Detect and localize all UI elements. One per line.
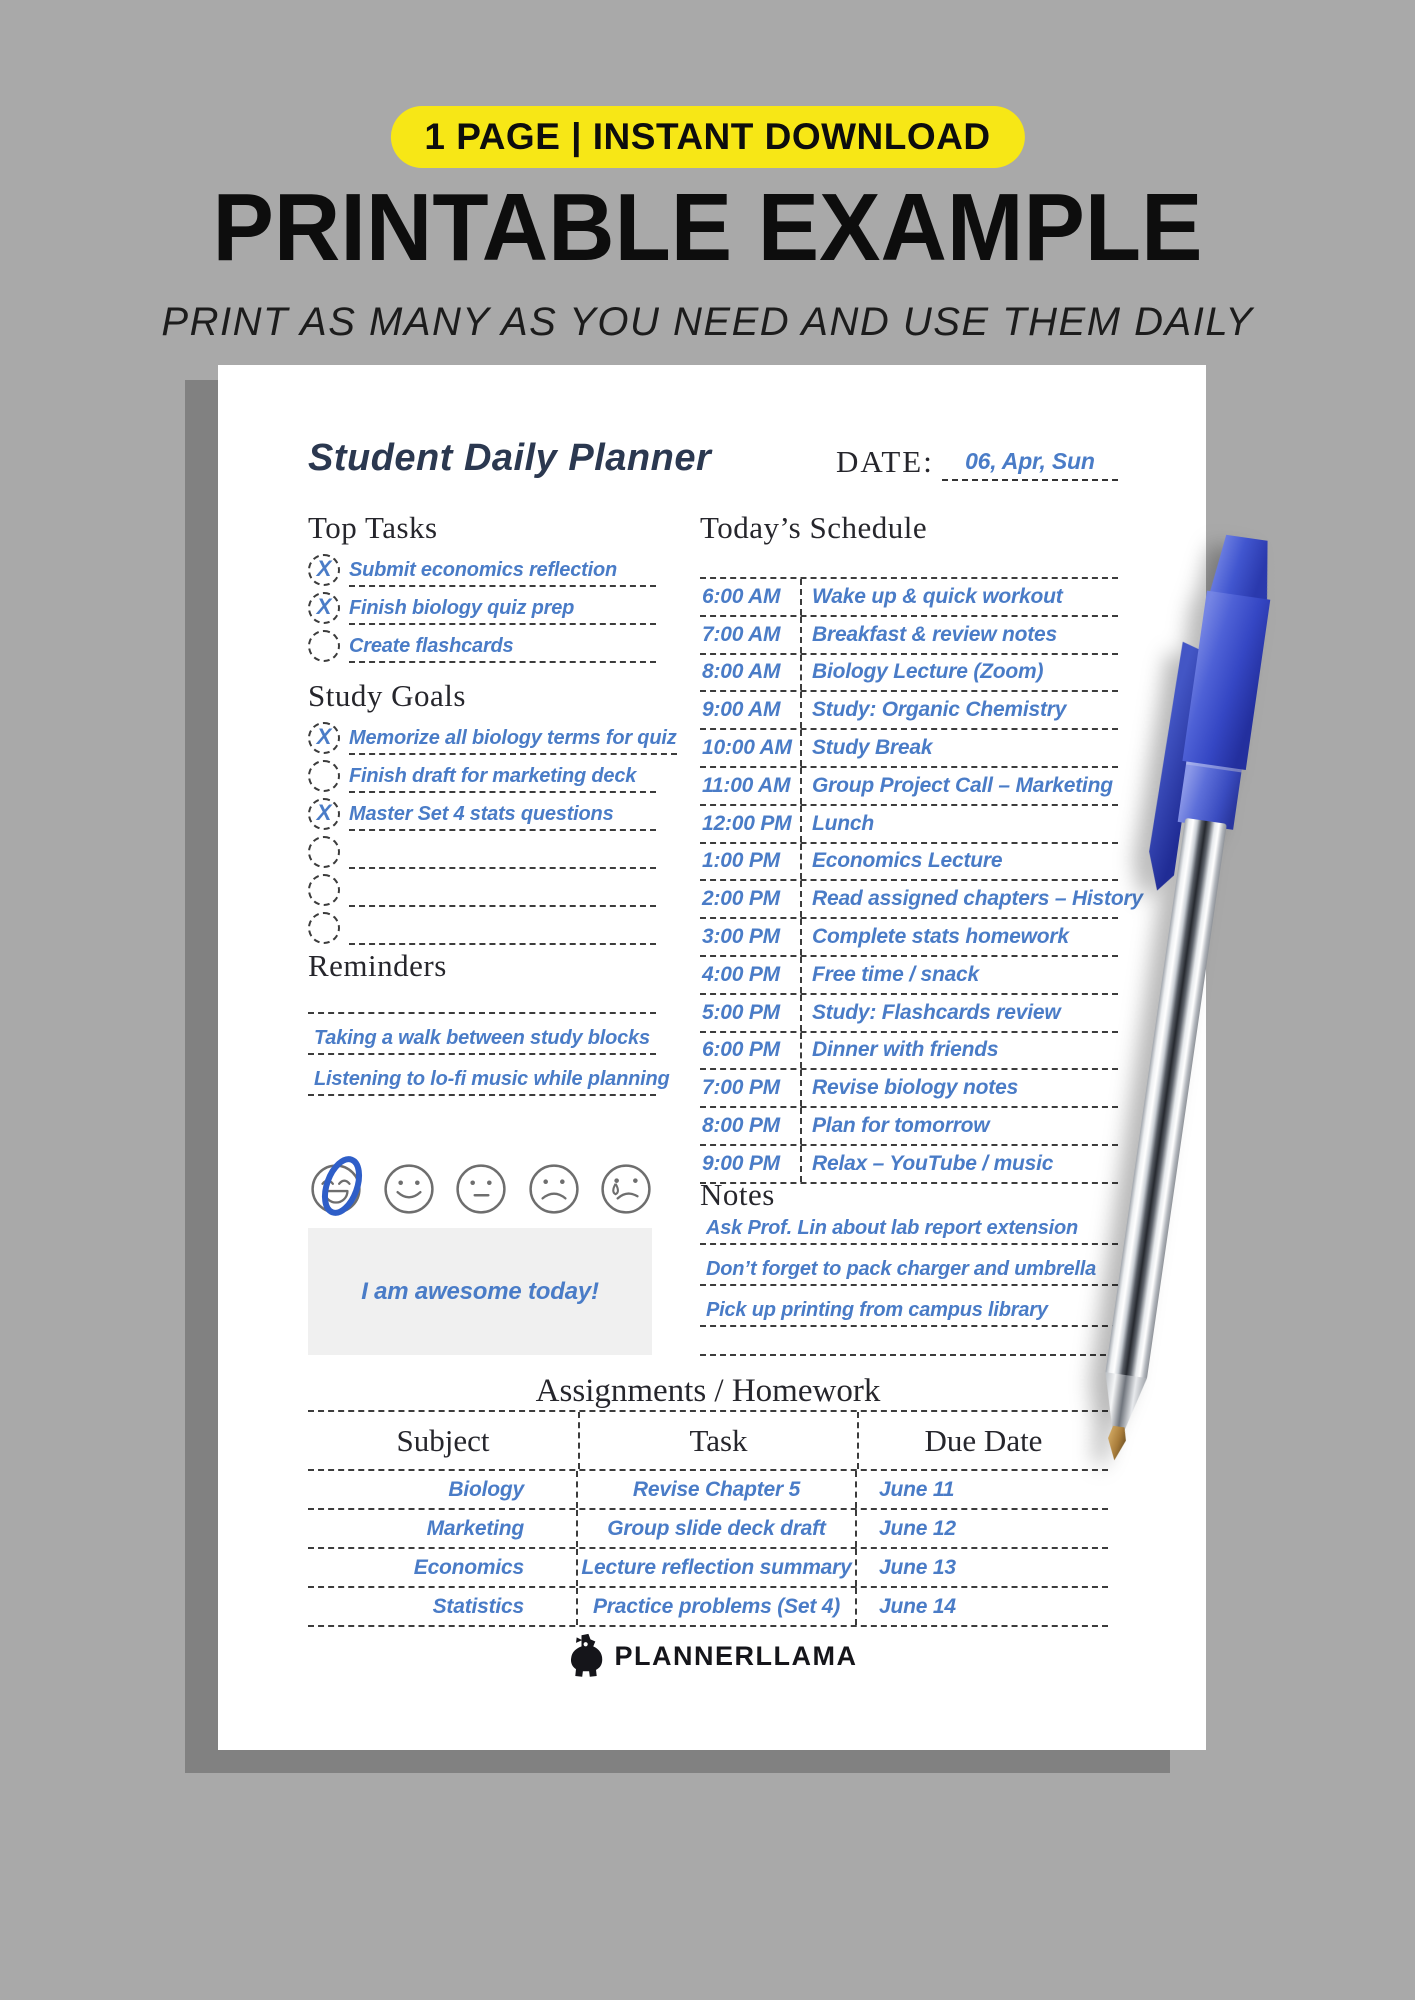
schedule-activity: Breakfast & review notes bbox=[812, 622, 1057, 646]
schedule-row bbox=[700, 1068, 1118, 1106]
goal-text: Master Set 4 stats questions bbox=[349, 803, 656, 831]
task-item bbox=[308, 625, 656, 663]
schedule-activity: Biology Lecture (Zoom) bbox=[812, 660, 1044, 684]
note-empty-line bbox=[700, 1315, 1126, 1356]
reminder-line: Listening to lo-fi music while planning bbox=[308, 1055, 656, 1096]
llama-logo-icon bbox=[567, 1633, 605, 1679]
schedule-activity: Complete stats homework bbox=[812, 925, 1069, 949]
schedule-activity: Study Break bbox=[812, 736, 933, 760]
assignment-row bbox=[308, 1549, 1108, 1588]
schedule-activity: Study: Organic Chemistry bbox=[812, 698, 1067, 722]
page-subtitle: PRINT AS MANY AS YOU NEED AND USE THEM DAILY bbox=[161, 300, 1254, 344]
schedule-row bbox=[700, 879, 1143, 917]
schedule-row bbox=[700, 615, 1118, 653]
schedule-time: 8:00 PM bbox=[700, 1108, 802, 1144]
check-x-mark: X bbox=[316, 724, 332, 749]
schedule-heading: Today’s Schedule bbox=[700, 510, 928, 545]
schedule-row bbox=[700, 653, 1118, 691]
note-line: Pick up printing from campus library bbox=[700, 1286, 1118, 1327]
mood-neutral-icon bbox=[455, 1163, 507, 1215]
planner-title: Student Daily Planner bbox=[308, 437, 712, 479]
goal-item bbox=[308, 869, 656, 907]
reminder-line bbox=[308, 973, 656, 1014]
schedule-activity: Plan for tomorrow bbox=[812, 1114, 990, 1138]
task-text: Submit economics reflection bbox=[349, 559, 656, 587]
schedule-row bbox=[700, 842, 1118, 880]
schedule-time: 6:00 AM bbox=[700, 579, 802, 615]
assignment-due-date: June 12 bbox=[879, 1516, 956, 1540]
pen-cap-top bbox=[1210, 534, 1276, 602]
schedule-row bbox=[700, 1031, 1118, 1069]
schedule-activity: Wake up & quick workout bbox=[812, 584, 1063, 608]
top-tasks-list bbox=[308, 549, 656, 663]
mood-selection-circle bbox=[316, 1153, 368, 1219]
goal-text bbox=[349, 940, 656, 945]
page-title: PRINTABLE EXAMPLE bbox=[212, 174, 1203, 282]
mood-crying-icon bbox=[600, 1163, 652, 1215]
goal-text: Finish draft for marketing deck bbox=[349, 765, 656, 793]
assignment-subject: Marketing bbox=[308, 1510, 578, 1547]
date-field bbox=[836, 435, 1118, 481]
column-header-subject: Subject bbox=[308, 1412, 580, 1469]
note-line: Ask Prof. Lin about lab report extension bbox=[700, 1204, 1118, 1245]
goal-item bbox=[308, 907, 656, 945]
schedule-activity: Lunch bbox=[812, 811, 874, 835]
task-text: Create flashcards bbox=[349, 635, 656, 663]
study-goals-heading: Study Goals bbox=[308, 678, 466, 713]
mood-smiling-icon bbox=[383, 1163, 435, 1215]
pen-tip bbox=[1105, 1425, 1128, 1461]
schedule-activity: Group Project Call – Marketing bbox=[812, 773, 1113, 797]
task-text: Finish biology quiz prep bbox=[349, 597, 656, 625]
schedule-row bbox=[700, 804, 1118, 842]
schedule-row bbox=[700, 955, 1118, 993]
schedule-time: 5:00 PM bbox=[700, 995, 802, 1031]
assignment-due-date: June 14 bbox=[879, 1594, 956, 1618]
goal-item bbox=[308, 831, 656, 869]
planner-sheet bbox=[218, 365, 1206, 1750]
instant-download-badge: 1 PAGE | INSTANT DOWNLOAD bbox=[390, 106, 1024, 168]
goal-item bbox=[308, 755, 656, 793]
notes-heading: Notes bbox=[700, 1177, 775, 1212]
reminders-lines bbox=[308, 973, 670, 1096]
note-line: Don’t forget to pack charger and umbrella bbox=[700, 1245, 1118, 1286]
top-tasks-heading: Top Tasks bbox=[308, 510, 438, 545]
check-x-mark: X bbox=[316, 594, 332, 619]
checkbox-circle bbox=[308, 722, 340, 754]
check-x-mark: X bbox=[316, 800, 332, 825]
schedule-row bbox=[700, 766, 1118, 804]
pen-cap bbox=[1182, 591, 1270, 770]
assignment-row bbox=[308, 1471, 1108, 1510]
schedule-activity: Relax – YouTube / music bbox=[812, 1151, 1054, 1175]
schedule-time: 11:00 AM bbox=[700, 768, 802, 804]
study-goals-list bbox=[308, 717, 677, 945]
schedule-time: 9:00 PM bbox=[700, 1146, 802, 1182]
schedule-activity: Study: Flashcards review bbox=[812, 1000, 1061, 1024]
schedule-activity: Dinner with friends bbox=[812, 1038, 999, 1062]
mood-tracker bbox=[310, 1163, 652, 1215]
schedule-row bbox=[700, 728, 1118, 766]
assignment-due-date: June 11 bbox=[879, 1477, 955, 1501]
assignment-subject: Biology bbox=[308, 1471, 578, 1508]
checkbox-circle bbox=[308, 554, 340, 586]
checkbox-circle bbox=[308, 760, 340, 792]
schedule-activity: Economics Lecture bbox=[812, 849, 1003, 873]
assignment-task: Revise Chapter 5 bbox=[578, 1471, 857, 1508]
assignment-task: Group slide deck draft bbox=[578, 1510, 857, 1547]
schedule-activity: Read assigned chapters – History bbox=[812, 887, 1143, 911]
notes-lines bbox=[700, 1204, 1118, 1327]
reminders-heading: Reminders bbox=[308, 948, 447, 983]
assignments-heading: Assignments / Homework bbox=[535, 1373, 881, 1409]
goal-text: Memorize all biology terms for quiz bbox=[349, 727, 677, 755]
schedule-time: 2:00 PM bbox=[700, 881, 802, 917]
date-line bbox=[942, 435, 1118, 481]
assignments-table bbox=[308, 1410, 1108, 1627]
mood-laughing-icon bbox=[310, 1163, 362, 1215]
assignment-due-date: June 13 bbox=[879, 1555, 956, 1579]
assignment-row bbox=[308, 1588, 1108, 1627]
reminder-line: Taking a walk between study blocks bbox=[308, 1014, 656, 1055]
schedule-row bbox=[700, 690, 1118, 728]
column-header-task: Task bbox=[580, 1412, 859, 1469]
pen-taper bbox=[1097, 1372, 1147, 1433]
checkbox-circle bbox=[308, 630, 340, 662]
date-label: DATE: bbox=[836, 444, 934, 479]
assignment-subject: Statistics bbox=[308, 1588, 578, 1625]
checkbox-circle bbox=[308, 592, 340, 624]
brand-footer bbox=[218, 1633, 1206, 1679]
checkbox-circle bbox=[308, 798, 340, 830]
schedule-table bbox=[700, 577, 1143, 1184]
task-item bbox=[308, 549, 656, 587]
goal-item bbox=[308, 793, 656, 831]
assignment-row bbox=[308, 1510, 1108, 1549]
assignments-header-row bbox=[308, 1412, 1108, 1471]
schedule-time: 8:00 AM bbox=[700, 655, 802, 691]
schedule-time: 1:00 PM bbox=[700, 844, 802, 880]
check-x-mark: X bbox=[316, 556, 332, 581]
affirmation-text: I am awesome today! bbox=[361, 1277, 599, 1305]
schedule-time: 4:00 PM bbox=[700, 957, 802, 993]
schedule-row bbox=[700, 577, 1118, 615]
mood-sad-icon bbox=[528, 1163, 580, 1215]
date-value: 06, Apr, Sun bbox=[965, 448, 1095, 474]
checkbox-circle bbox=[308, 836, 340, 868]
schedule-time: 10:00 AM bbox=[700, 730, 802, 766]
schedule-row bbox=[700, 1106, 1118, 1144]
schedule-time: 7:00 AM bbox=[700, 617, 802, 653]
assignment-task: Practice problems (Set 4) bbox=[578, 1588, 857, 1625]
task-item bbox=[308, 587, 656, 625]
assignment-task: Lecture reflection summary bbox=[578, 1549, 857, 1586]
checkbox-circle bbox=[308, 874, 340, 906]
schedule-time: 6:00 PM bbox=[700, 1033, 802, 1069]
schedule-time: 3:00 PM bbox=[700, 919, 802, 955]
goal-item bbox=[308, 717, 677, 755]
schedule-row bbox=[700, 917, 1118, 955]
goal-text bbox=[349, 864, 656, 869]
assignments-rows bbox=[308, 1471, 1108, 1627]
brand-name: PLANNERLLAMA bbox=[614, 1640, 858, 1671]
schedule-time: 7:00 PM bbox=[700, 1070, 802, 1106]
schedule-time: 9:00 AM bbox=[700, 692, 802, 728]
affirmation-box bbox=[308, 1228, 652, 1355]
schedule-time: 12:00 PM bbox=[700, 806, 802, 842]
goal-text bbox=[349, 902, 656, 907]
assignment-subject: Economics bbox=[308, 1549, 578, 1586]
column-header-due-date: Due Date bbox=[924, 1422, 1043, 1458]
schedule-row bbox=[700, 993, 1118, 1031]
checkbox-circle bbox=[308, 912, 340, 944]
schedule-activity: Free time / snack bbox=[812, 962, 980, 986]
schedule-activity: Revise biology notes bbox=[812, 1076, 1019, 1100]
